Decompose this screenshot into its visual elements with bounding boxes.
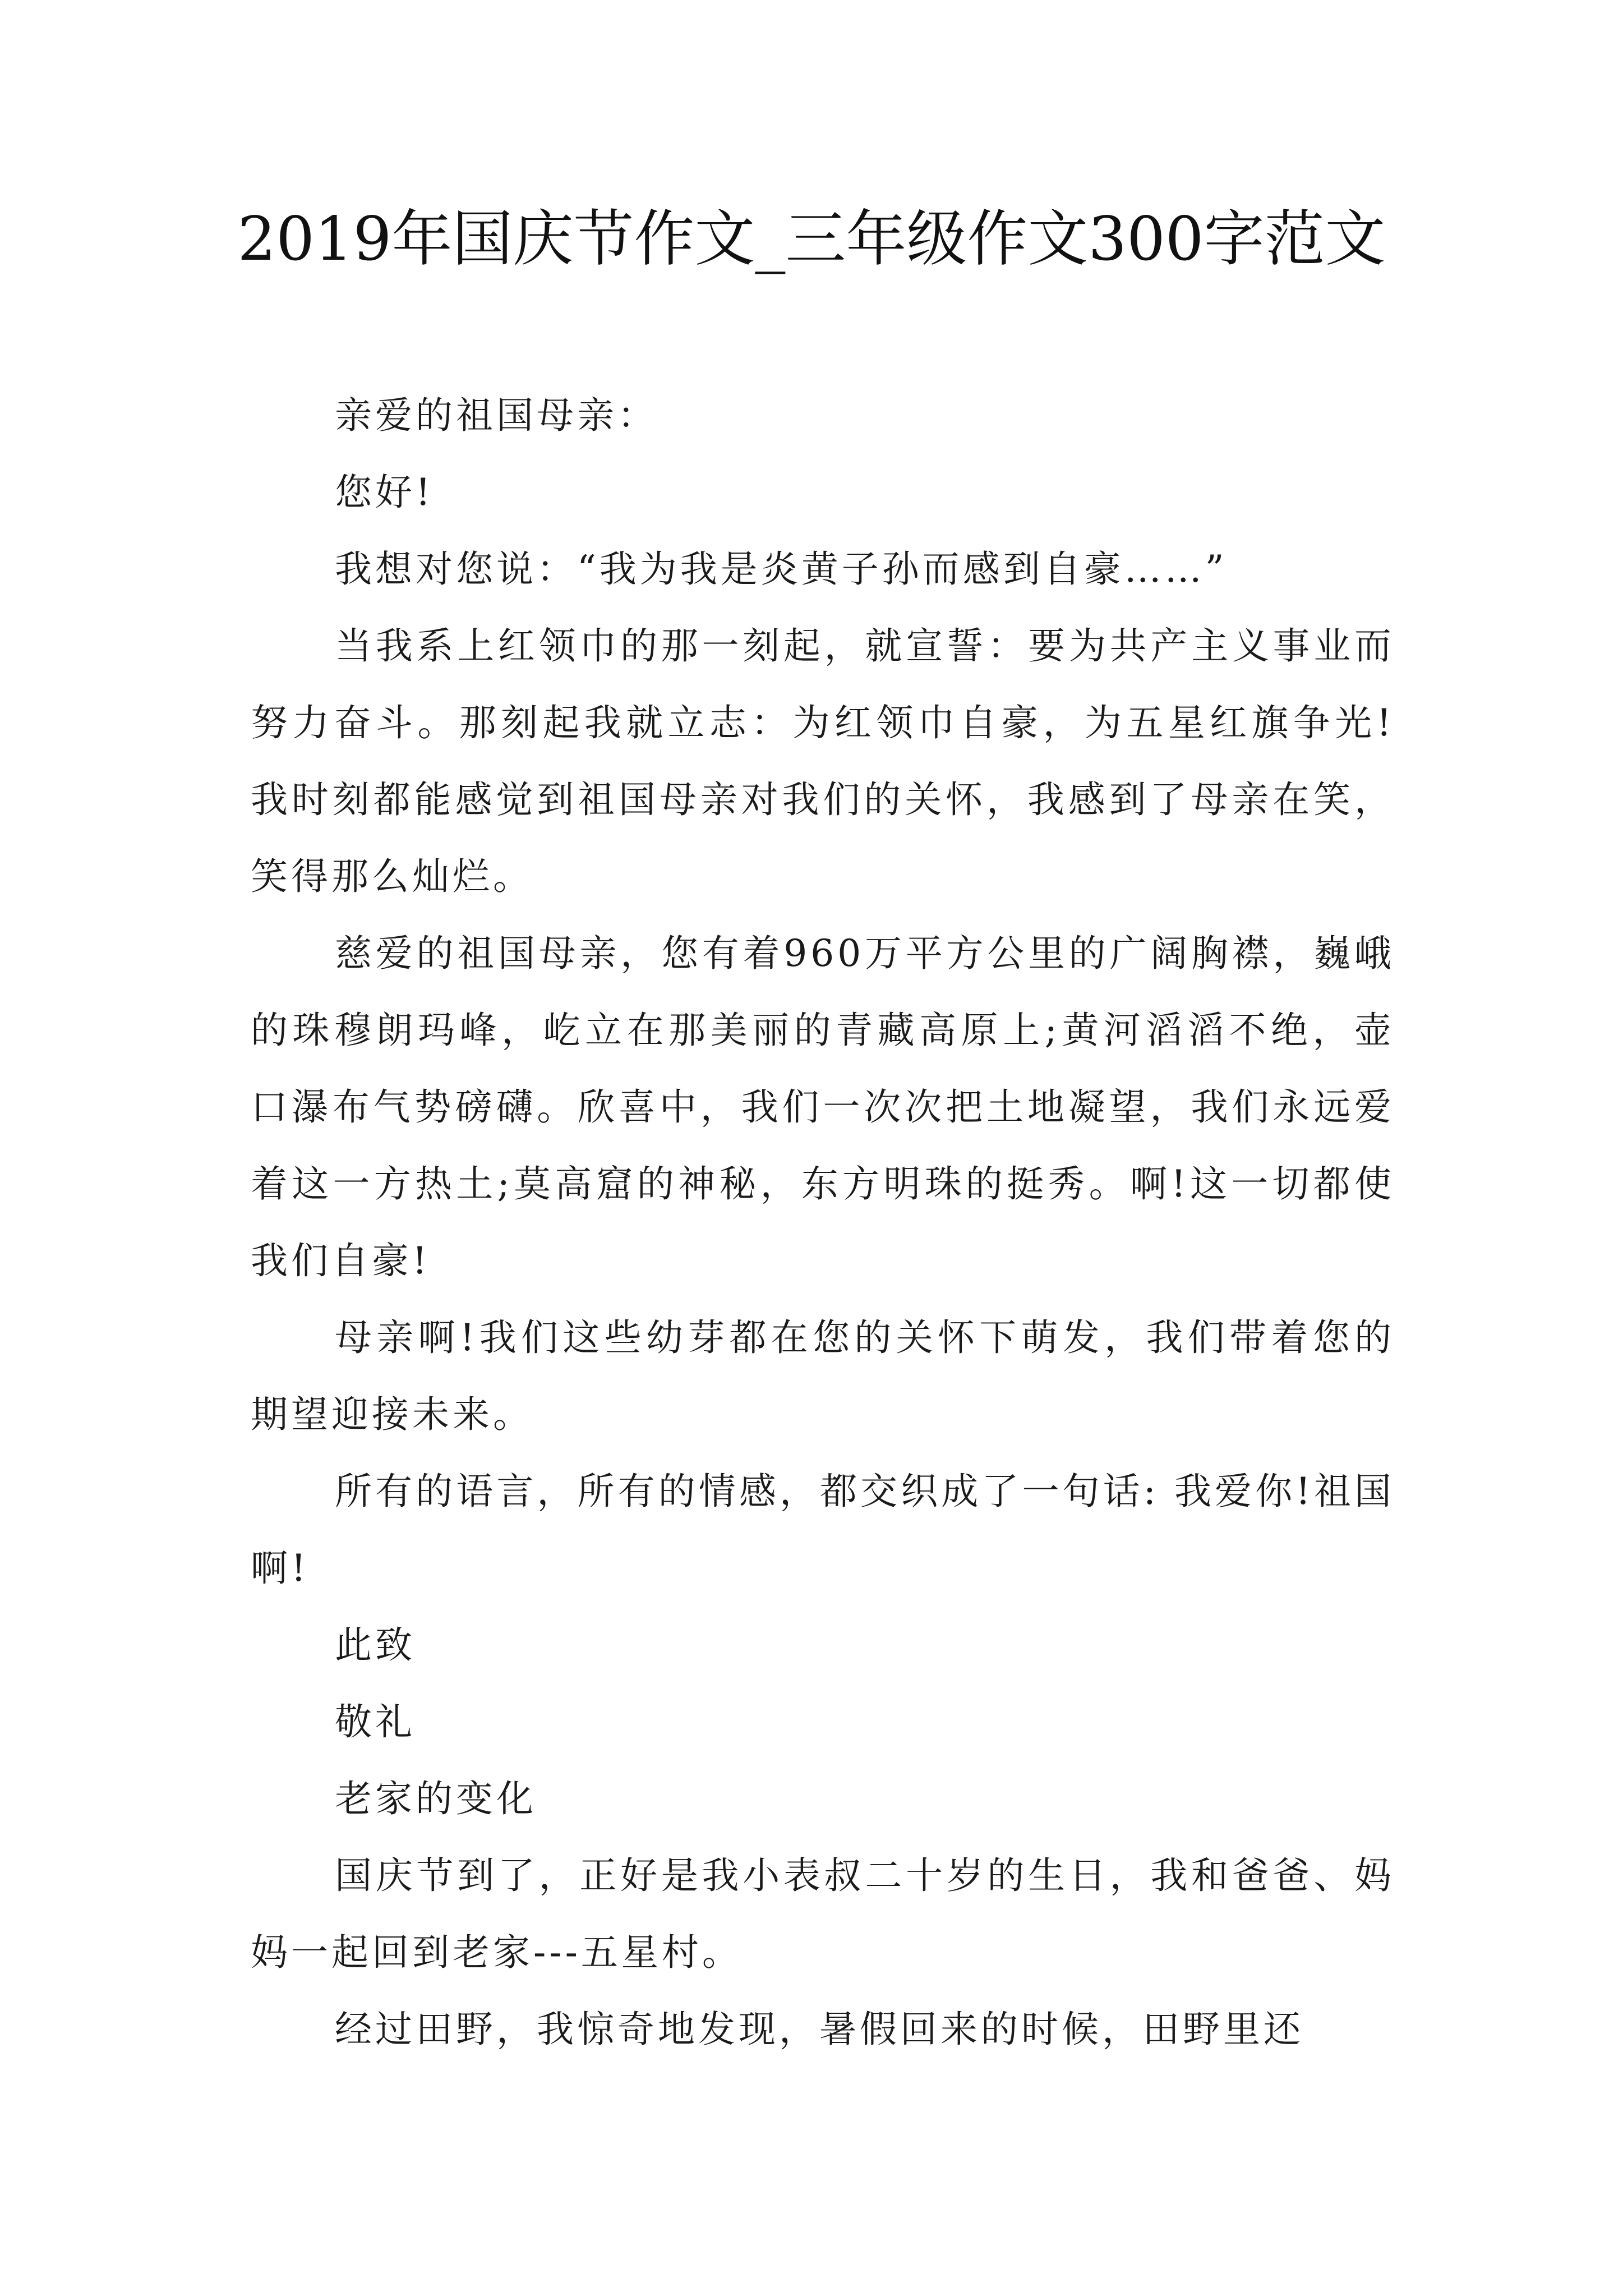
- paragraph: 慈爱的祖国母亲，您有着960万平方公里的广阔胸襟，巍峨的珠穆朗玛峰，屹立在那美丽的青藏高原上;黄河滔滔不绝，壶口瀑布气势磅礴。欣喜中，我们一次次把土地凝望，我们永远爱着这一方热土;莫高窟的神秘，东方明珠的挺秀。啊!这一切都使我们自豪!: [251, 932, 1395, 1282]
- paragraph-greeting: 您好!: [335, 471, 434, 514]
- document-title: 2019年国庆节作文_三年级作文300字范文: [237, 204, 1386, 274]
- document-body: [251, 377, 1395, 2068]
- paragraph: 我想对您说：“我为我是炎黄子孙而感到自豪……”: [335, 547, 1228, 591]
- section-heading: 老家的变化: [335, 1777, 537, 1820]
- paragraph: 国庆节到了，正好是我小表叔二十岁的生日，我和爸爸、妈妈一起回到老家---五星村。: [251, 1854, 1395, 1974]
- paragraph-closing: 此致: [335, 1623, 416, 1667]
- paragraph: 母亲啊!我们这些幼芽都在您的关怀下萌发，我们带着您的期望迎接未来。: [251, 1316, 1395, 1436]
- paragraph-closing: 敬礼: [335, 1700, 416, 1743]
- paragraph: 所有的语言，所有的情感，都交织成了一句话: 我爱你!祖国啊!: [251, 1470, 1395, 1590]
- paragraph: 当我系上红领巾的那一刻起，就宣誓：要为共产主义事业而努力奋斗。那刻起我就立志：为红领巾自豪，为五星红旗争光!我时刻都能感觉到祖国母亲对我们的关怀，我感到了母亲在笑，笑得那么灿烂。: [251, 624, 1395, 898]
- paragraph: 经过田野，我惊奇地发现，暑假回来的时候，田野里还: [335, 2008, 1304, 2051]
- paragraph-salutation: 亲爱的祖国母亲：: [335, 394, 658, 437]
